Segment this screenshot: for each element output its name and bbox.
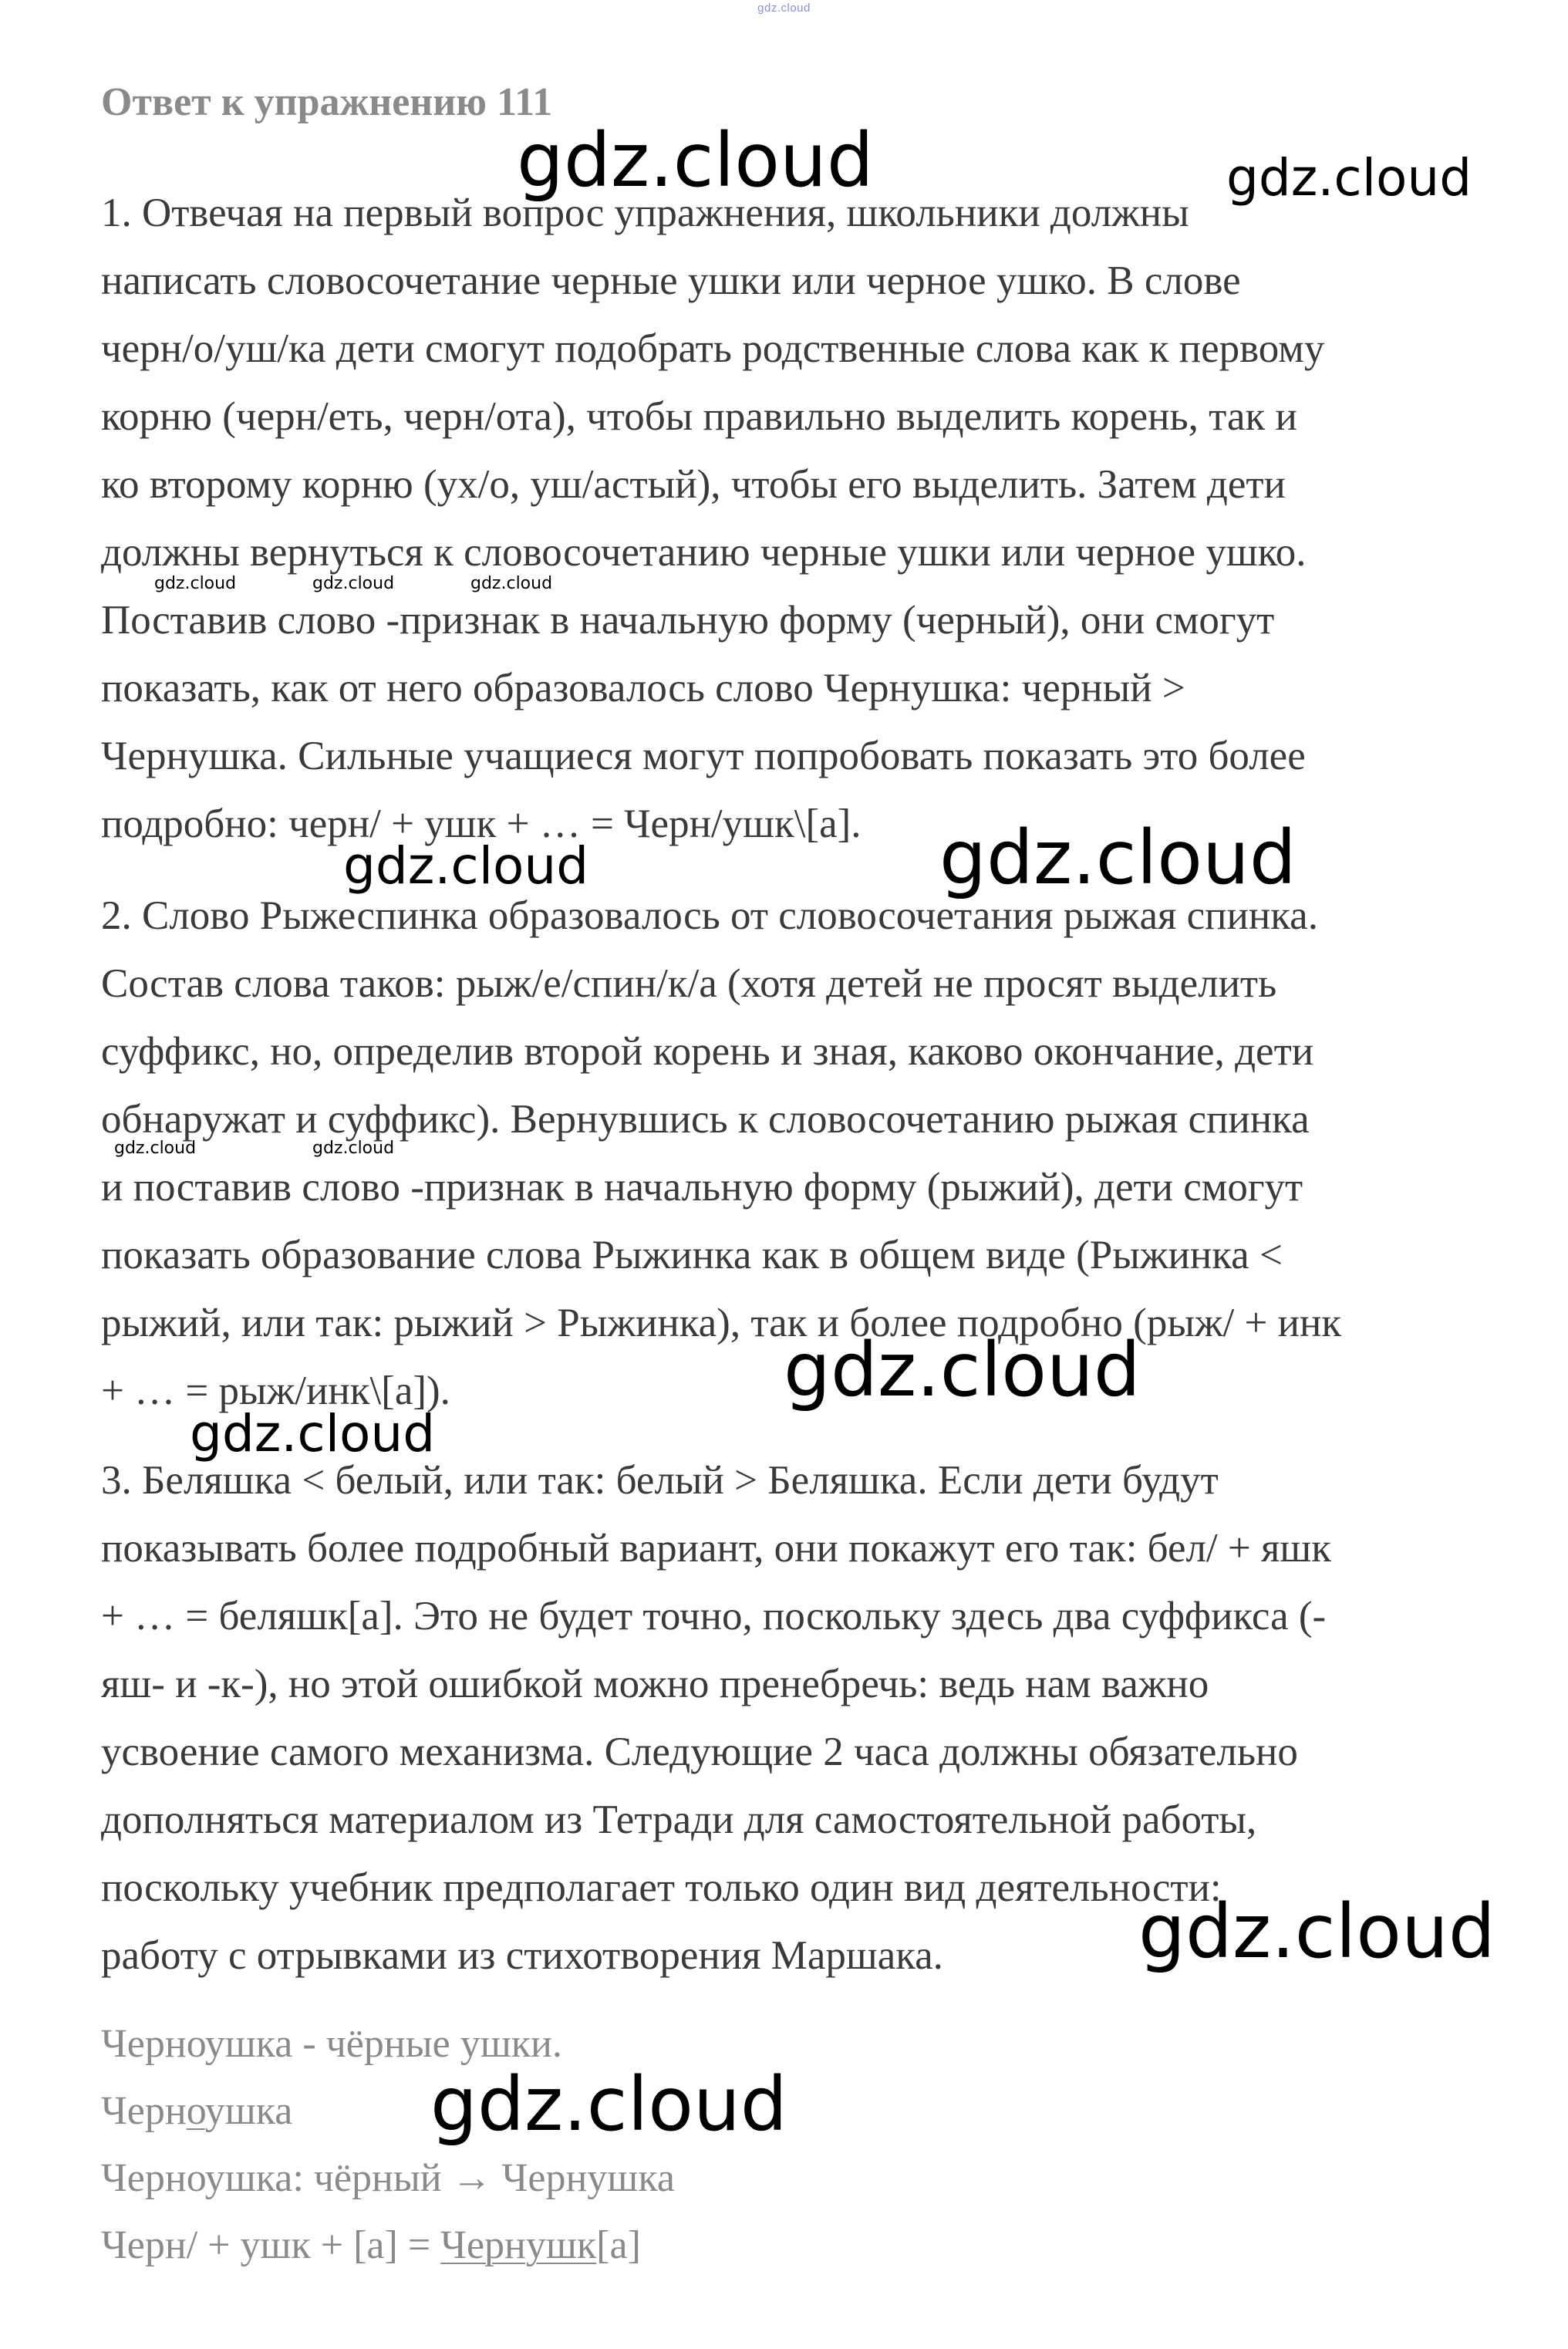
answer-line-4-underlined: Чернушк [440, 2223, 597, 2267]
answer-line-2-connector: о [186, 2089, 205, 2133]
answer-line-4 [101, 2222, 641, 2268]
watermark: gdz.cloud [114, 1139, 197, 1158]
answer-line-3: Черноушка: чёрный → Чернушка [101, 2156, 675, 2200]
watermark: gdz.cloud [784, 1327, 1141, 1413]
answer-line-2-part-c: ушка [204, 2089, 293, 2133]
paragraph-2: 2. Слово Рыжеспинка образовалось от словосочетания рыжая спинка. Состав слова таков: рыж/е/спин/к/а (хотя детей не просят выделить суффикс, но, определив второй корень и зная, каково окончание, дети обнаружат и суффикс). Вернувшись к словосочетанию рыжая спинка и поставив слово -признак в начальную форму (рыжий), дети смогут показать образование слова Рыжинка как в общем виде (Рыжинка < рыжий, или так: рыжий > Рыжинка), так и более подробно (рыж/ + инк + … = рыж/инк\[а]). [101, 893, 1342, 1413]
paragraph-1: 1. Отвечая на первый вопрос упражнения, школьники должны написать словосочетание черные ушки или черное ушко. В слове черн/о/уш/ка дети смогут подобрать родственные слова как к первому корню (черн/еть, черн/ота), чтобы правильно выделить корень, так и ко второму корню (ух/о, уш/астый), чтобы его выделить. Затем дети должны вернуться к словосочетанию черные ушки или черное ушко. Поставив слово -признак в начальную форму (черный), они смогут показать, как от него образовалось слово Чернушка: черный > Чернушка. Сильные учащиеся могут попробовать показать это более подробно: черн/ + ушк + … = Черн/ушк\[а]. [101, 191, 1325, 846]
watermark: gdz.cloud [430, 2061, 787, 2148]
watermark: gdz.cloud [1138, 1888, 1496, 1975]
page-title: Ответ к упражнению 111 [101, 80, 553, 124]
answer-line-4-part-a: Черн/ + ушк + [а] = [101, 2223, 441, 2267]
watermark: gdz.cloud [312, 1139, 395, 1158]
top-watermark: gdz.cloud [757, 2, 811, 15]
watermark: gdz.cloud [470, 574, 553, 593]
watermark: gdz.cloud [312, 574, 395, 593]
watermark: gdz.cloud [517, 117, 874, 204]
answer-line-2 [101, 2088, 292, 2134]
answer-line-2-part-a: Черн [101, 2089, 187, 2133]
paragraph-3: 3. Беляшка < белый, или так: белый > Беляшка. Если дети будут показывать более подробный вариант, они покажут его так: бел/ + яшк + … = беляшк[а]. Это не будет точно, поскольку здесь два суффикса (- яш- и -к-), но этой ошибкой можно пренебречь: ведь нам важно усвоение самого механизма. Следующие 2 часа должны обязательно дополняться материалом из Тетради для самостоятельной работы, поскольку учебник предполагает только один вид деятельности: работу с отрывками из стихотворения Маршака. [101, 1458, 1331, 1978]
watermark: gdz.cloud [343, 836, 589, 896]
watermark: gdz.cloud [939, 815, 1297, 901]
watermark: gdz.cloud [154, 574, 237, 593]
watermark: gdz.cloud [190, 1404, 436, 1463]
answer-line-4-part-c: [а] [596, 2223, 641, 2267]
answer-line-1: Черноушка - чёрные ушки. [101, 2022, 562, 2066]
watermark: gdz.cloud [1226, 148, 1472, 208]
